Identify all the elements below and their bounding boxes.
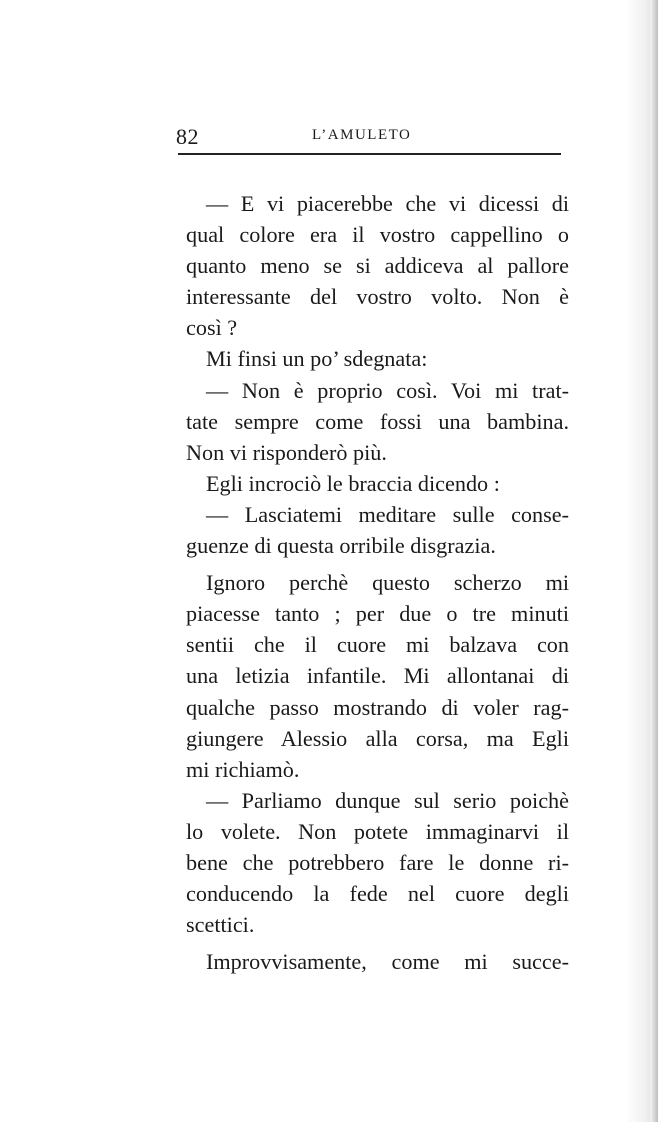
text-line: — Non è proprio così. Voi mi trat- [206,377,569,403]
page-edge-shadow [650,0,658,1122]
text-line: Mi finsi un po’ sdegnata: [206,346,428,372]
text-line: Egli incrociò le braccia dicendo : [206,470,500,496]
running-head [176,120,562,150]
header-rule [178,153,561,155]
text-line: interessante del vostro volto. Non è [186,284,569,310]
text-line: quanto meno se si addiceva al pallore [186,253,569,279]
text-line: Improvvisamente, come mi succe- [206,949,569,975]
text-line: tate sempre come fossi una bambina. [186,408,569,434]
text-line: scettici. [186,912,255,938]
text-line: bene che potrebbero fare le donne ri- [186,849,569,875]
text-line: lo volete. Non potete immaginarvi il [186,818,569,844]
body-text [186,188,569,977]
text-line: sentii che il cuore mi balzava con [186,632,569,658]
text-line: qual colore era il vostro cappellino o [186,222,569,248]
text-line: Ignoro perchè questo scherzo mi [206,570,569,596]
text-line: mi richiamò. [186,756,300,782]
text-line: — Parliamo dunque sul serio poichè [206,787,569,813]
text-line: — Lasciatemi meditare sulle conse- [206,501,569,527]
running-title: L’AMULETO [312,127,412,143]
text-line: così ? [186,315,238,341]
text-line: conducendo la fede nel cuore degli [186,881,569,907]
text-line: giungere Alessio alla corsa, ma Egli [186,725,569,751]
text-line: qualche passo mostrando di voler rag- [186,694,569,720]
text-line: una letizia infantile. Mi allontanai di [186,663,569,689]
text-line: — E vi piacerebbe che vi dicessi di [206,191,569,216]
text-line: Non vi risponderò più. [186,439,387,465]
page-number: 82 [176,124,199,149]
text-line: piacesse tanto ; per due o tre minuti [186,601,569,627]
text-line: guenze di questa orribile disgrazia. [186,533,496,559]
